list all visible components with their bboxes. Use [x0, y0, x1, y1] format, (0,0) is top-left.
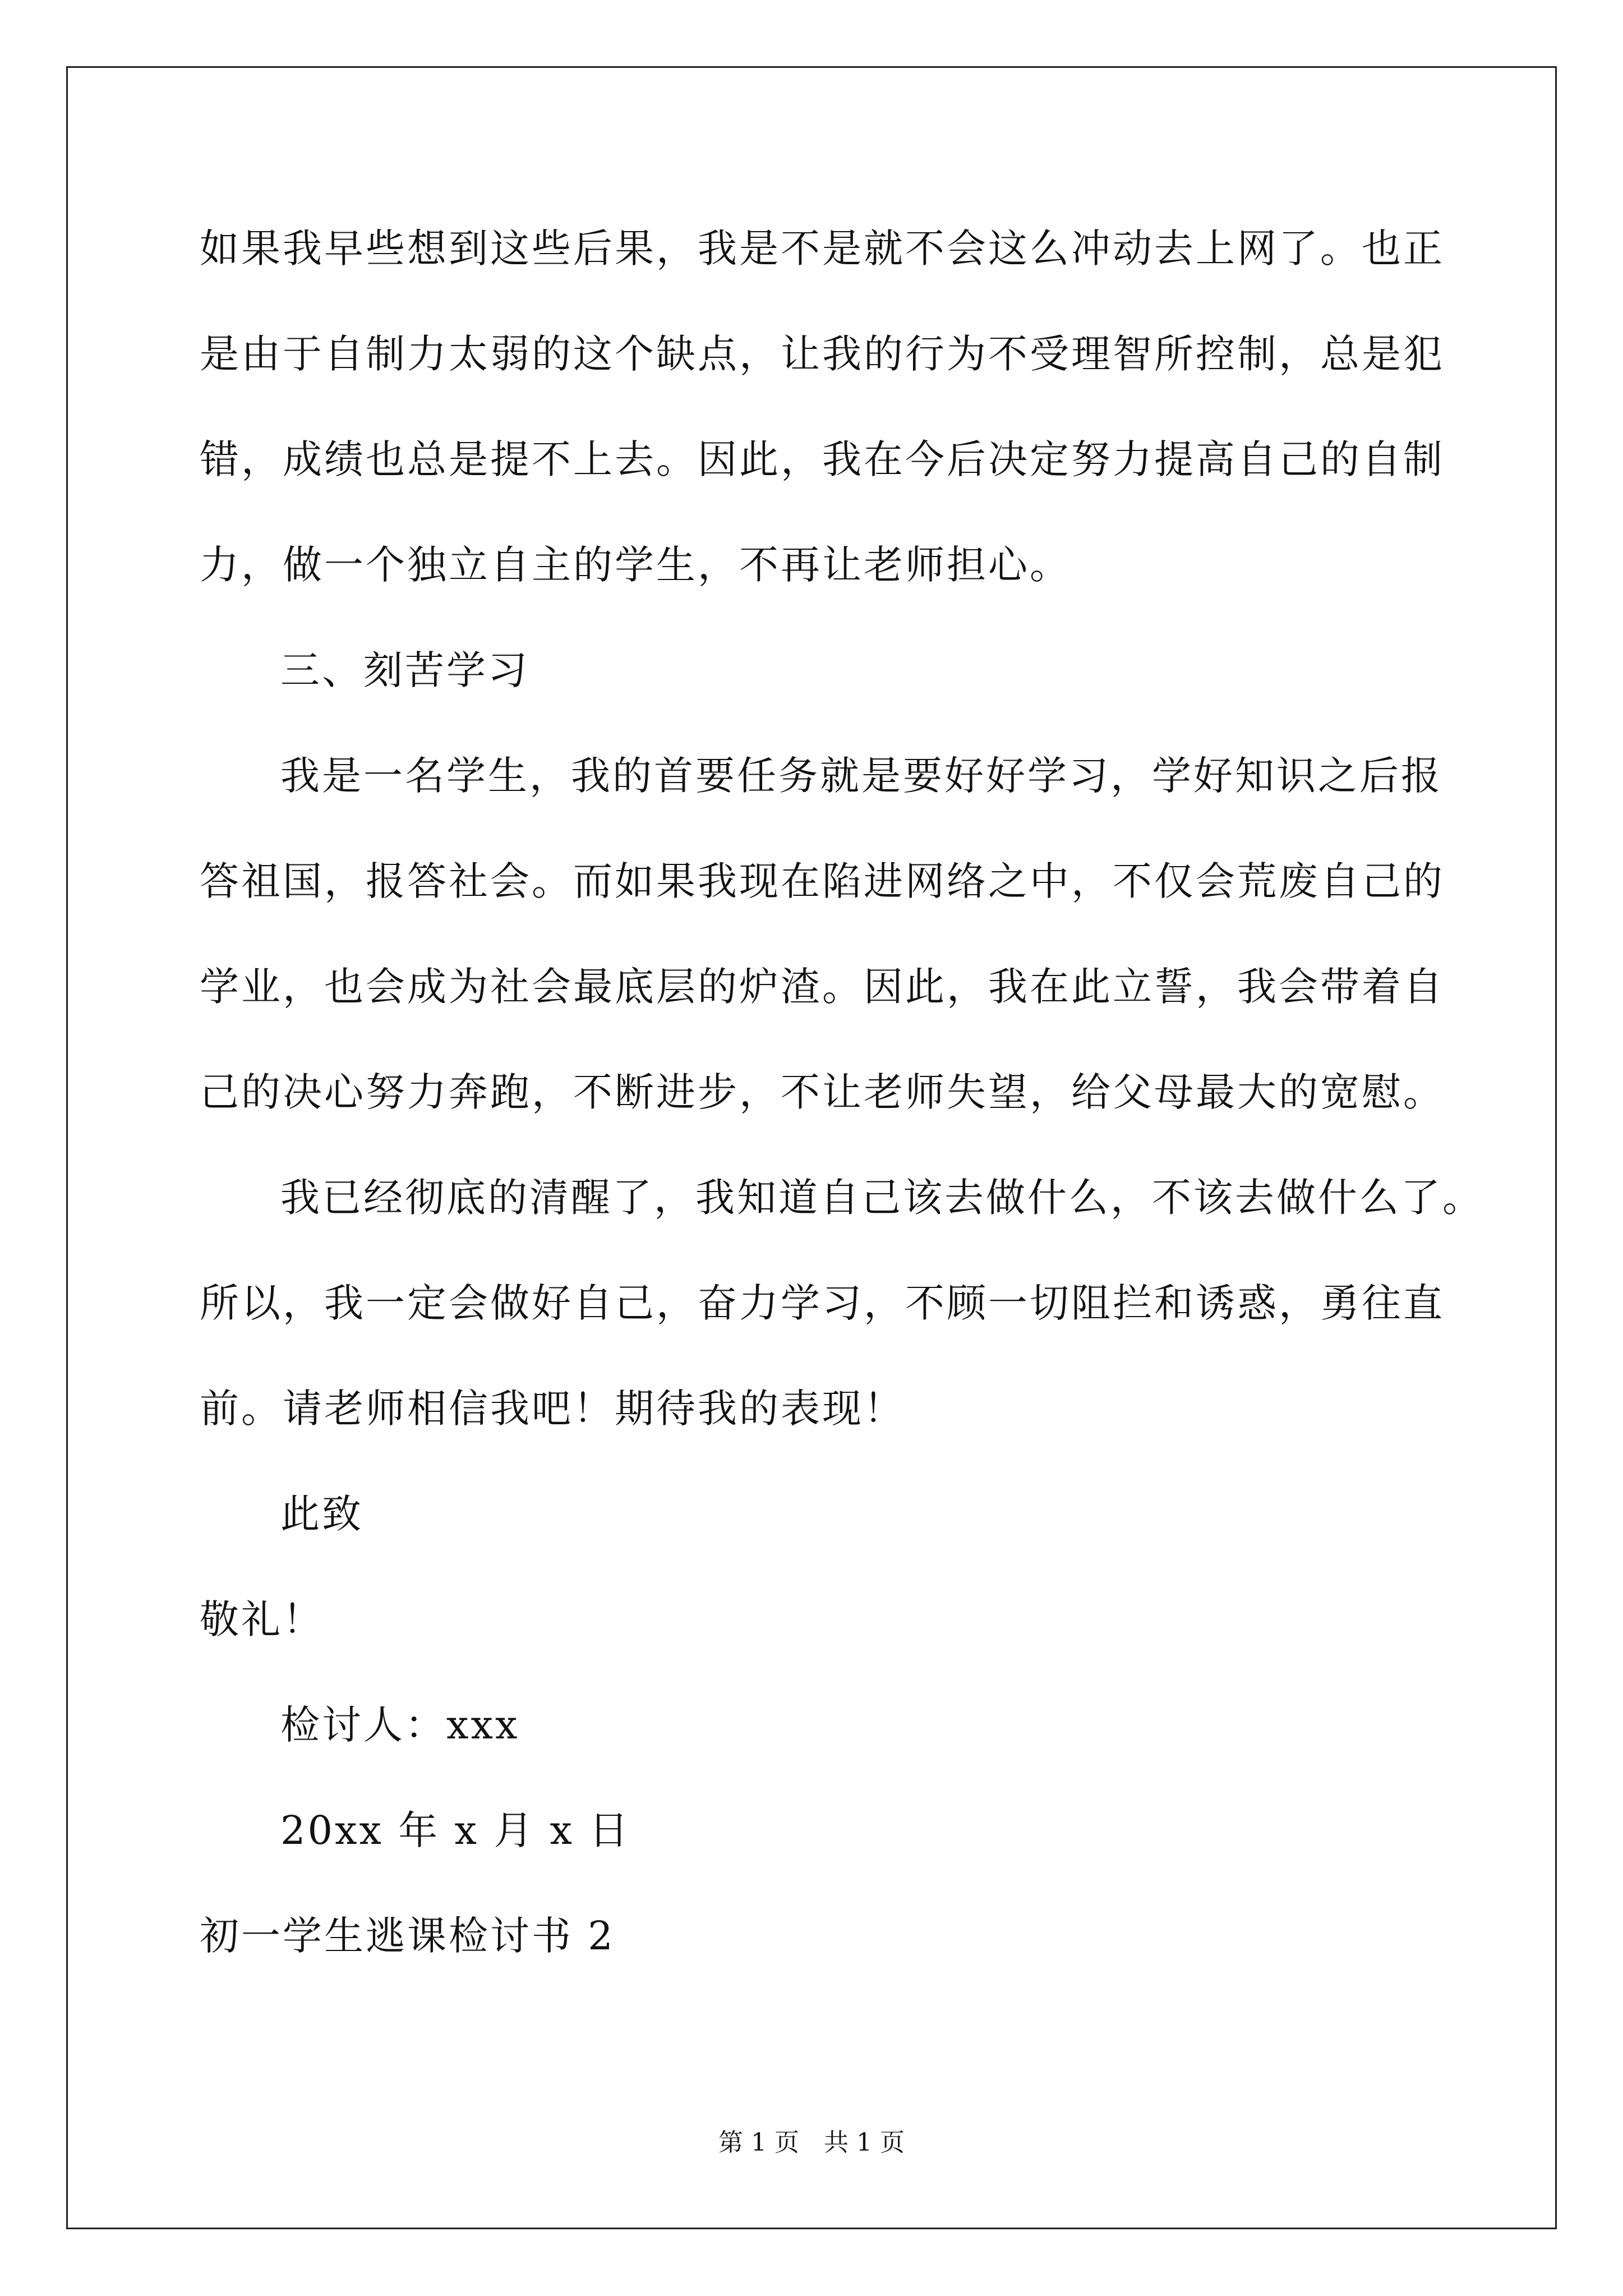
page-footer: 第 1 页 共 1 页 [718, 2128, 905, 2157]
date-line: 20xx 年 x 月 x 日 [280, 1807, 631, 1853]
body-line-9: 己的决心努力奔跑，不断进步，不让老师失望，给父母最大的宽慰。 [200, 1069, 1445, 1115]
body-line-1: 如果我早些想到这些后果，我是不是就不会这么冲动去上网了。也正 [200, 226, 1445, 272]
closing-regards: 敬礼！ [200, 1596, 324, 1642]
closing-salutation: 此致 [280, 1491, 363, 1537]
body-line-8: 学业，也会成为社会最底层的炉渣。因此，我在此立誓，我会带着自 [200, 964, 1445, 1010]
body-line-6: 我是一名学生，我的首要任务就是要好好学习，学好知识之后报 [280, 753, 1442, 799]
body-line-7: 答祖国，报答社会。而如果我现在陷进网络之中，不仅会荒废自己的 [200, 858, 1445, 904]
page-border [66, 66, 1557, 2229]
body-line-12: 前。请老师相信我吧！期待我的表现！ [200, 1386, 905, 1432]
next-document-title: 初一学生逃课检讨书 2 [200, 1913, 615, 1959]
body-line-2: 是由于自制力太弱的这个缺点，让我的行为不受理智所控制，总是犯 [200, 331, 1445, 377]
signature-line: 检讨人：xxx [280, 1702, 520, 1748]
body-line-11: 所以，我一定会做好自己，奋力学习，不顾一切阻拦和诱惑，勇往直 [200, 1280, 1445, 1326]
body-line-3: 错，成绩也总是提不上去。因此，我在今后决定努力提高自己的自制 [200, 436, 1445, 482]
section-heading: 三、刻苦学习 [280, 647, 529, 693]
body-line-4: 力，做一个独立自主的学生，不再让老师担心。 [200, 542, 1071, 588]
body-line-10: 我已经彻底的清醒了，我知道自己该去做什么，不该去做什么了。 [280, 1175, 1484, 1221]
